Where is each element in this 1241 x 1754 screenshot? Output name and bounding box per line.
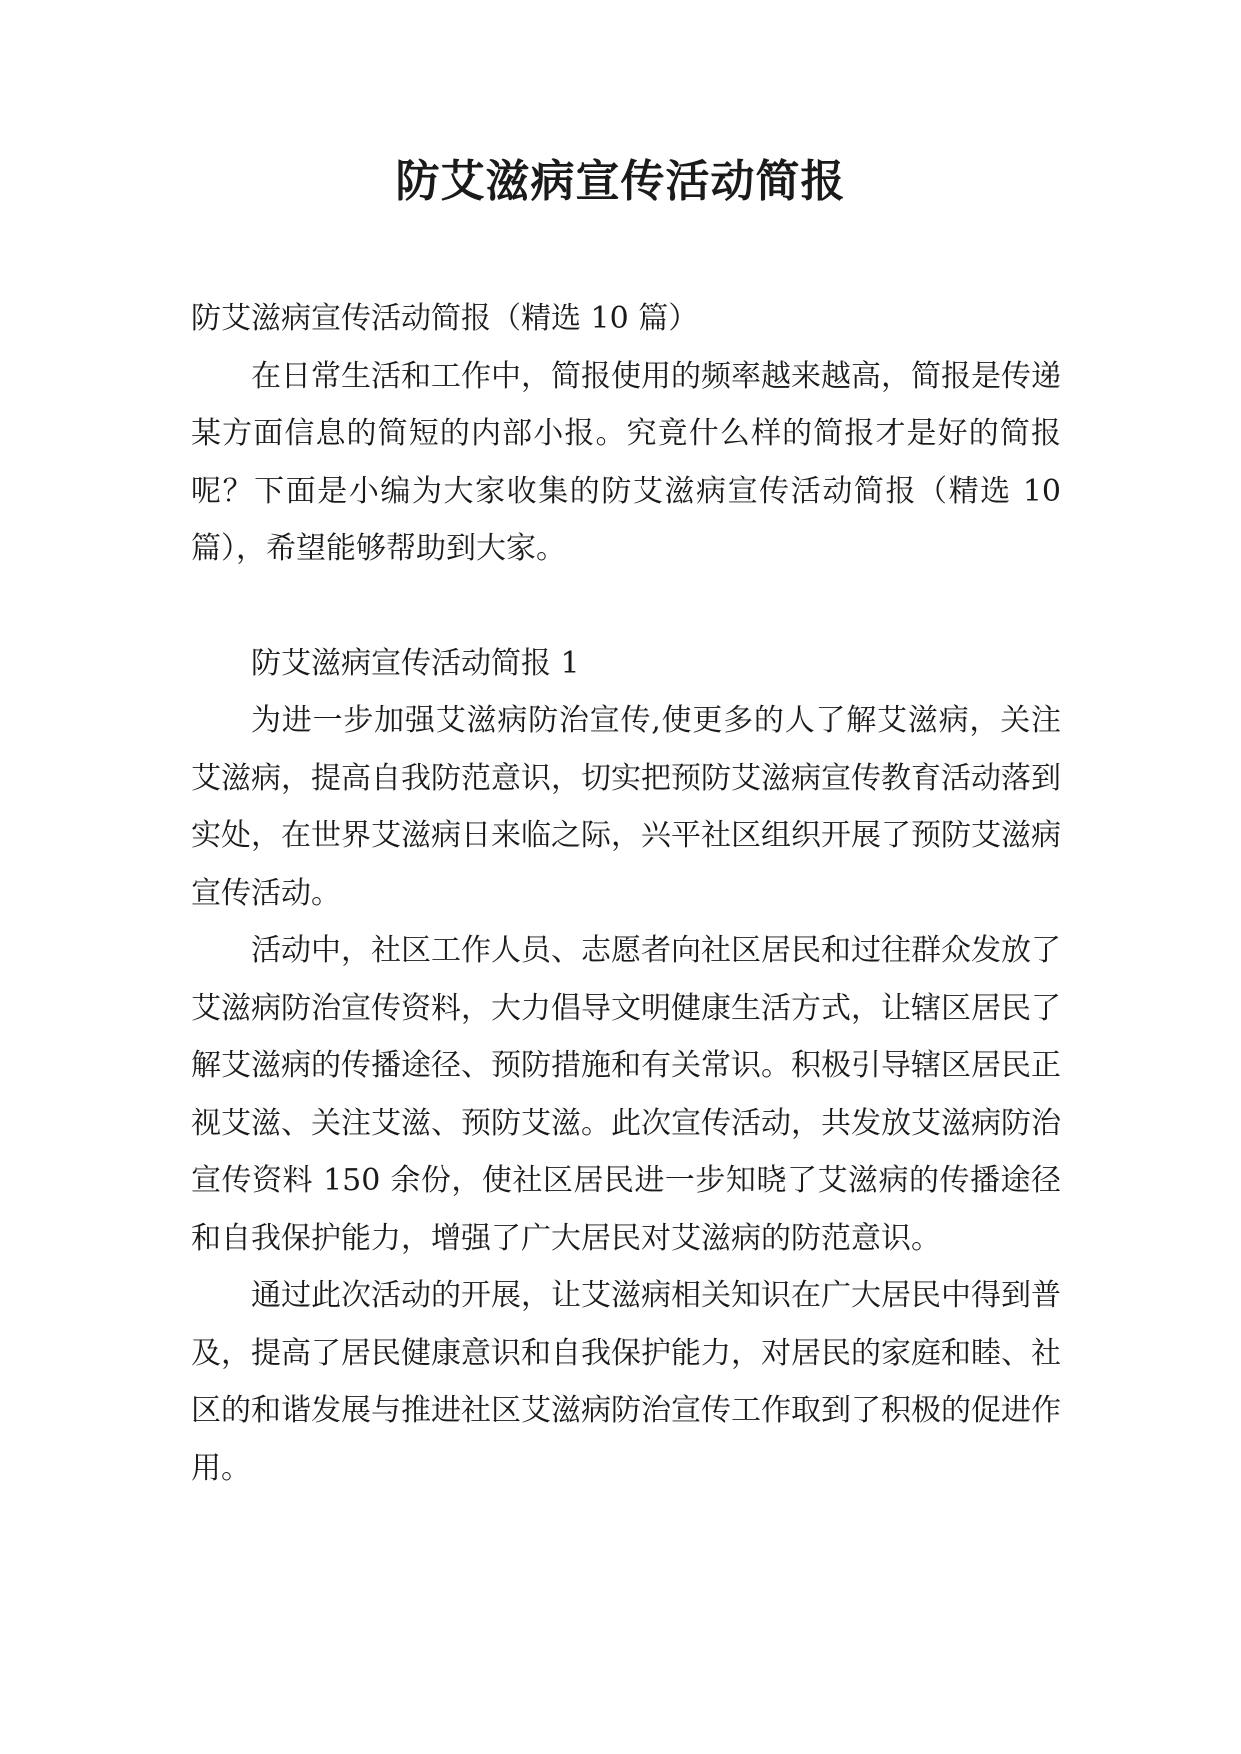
intro-paragraph: 在日常生活和工作中，简报使用的频率越来越高，简报是传递某方面信息的简短的内部小报。究竟什么样的简报才是好的简报呢？下面是小编为大家收集的防艾滋病宣传活动简报（精选 10 篇），希望能够帮助到大家。 — [191, 358, 1061, 566]
section-heading: 防艾滋病宣传活动简报 1 — [251, 645, 580, 681]
body-paragraph-3: 通过此次活动的开展，让艾滋病相关知识在广大居民中得到普及，提高了居民健康意识和自我保护能力，对居民的家庭和睦、社区的和谐发展与推进社区艾滋病防治宣传工作取到了积极的促进作用。 — [191, 1278, 1061, 1486]
document-body — [191, 290, 1061, 1497]
document-subtitle: 防艾滋病宣传活动简报（精选 10 篇） — [191, 301, 699, 336]
section-spacer — [191, 578, 1061, 635]
body-paragraph-1: 为进一步加强艾滋病防治宣传,使更多的人了解艾滋病，关注艾滋病，提高自我防范意识，切实把预防艾滋病宣传教育活动落到实处，在世界艾滋病日来临之际，兴平社区组织开展了预防艾滋病宣传活动。 — [191, 703, 1061, 911]
body-paragraph-2: 活动中，社区工作人员、志愿者向社区居民和过往群众发放了艾滋病防治宣传资料，大力倡导文明健康生活方式，让辖区居民了解艾滋病的传播途径、预防措施和有关常识。积极引导辖区居民正视艾滋、关注艾滋、预防艾滋。此次宣传活动，共发放艾滋病防治宣传资料 150 余份，使社区居民进一步知晓了艾滋病的传播途径和自我保护能力，增强了广大居民对艾滋病的防范意识。 — [191, 933, 1061, 1256]
document-title: 防艾滋病宣传活动简报 — [395, 156, 846, 207]
